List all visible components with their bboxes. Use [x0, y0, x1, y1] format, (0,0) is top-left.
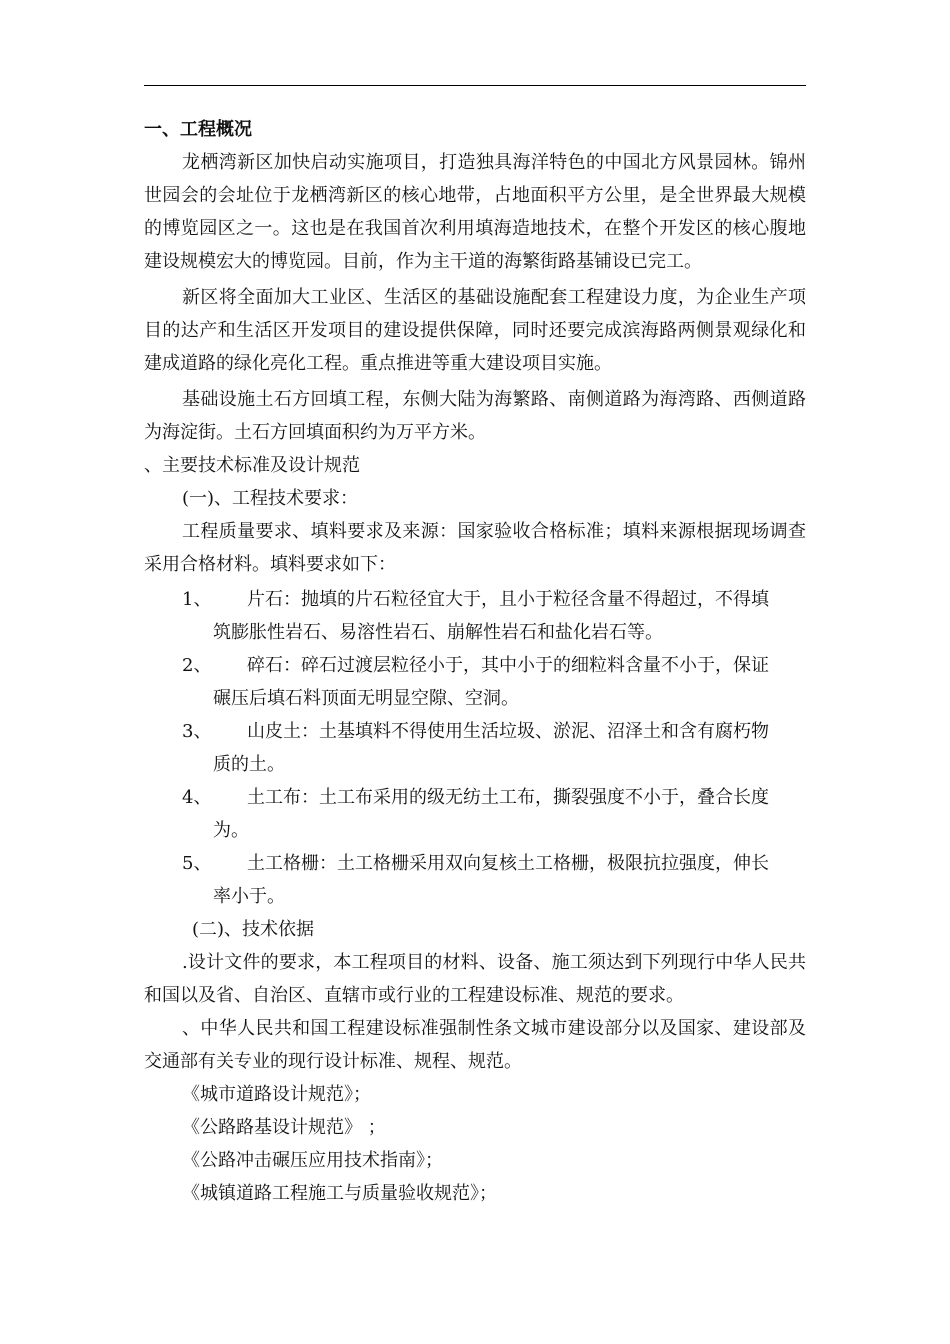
- header-rule: [144, 85, 806, 86]
- list-item-text-continued: 碾压后填石料顶面无明显空隙、空洞。: [213, 688, 519, 709]
- list-item-text: 片石：抛填的片石粒径宜大于，且小于粒径含量不得超过，不得填: [247, 589, 769, 610]
- list-item-number: 3、: [182, 721, 212, 742]
- list-item-text: 山皮土：土基填料不得使用生活垃圾、淤泥、沼泽土和含有腐朽物: [247, 721, 769, 742]
- list-item: [144, 847, 806, 913]
- list-item: [144, 649, 806, 715]
- list-item-number: 1、: [182, 589, 212, 610]
- section-heading-overview: 一、工程概况: [144, 119, 252, 140]
- list-item-number: 2、: [182, 655, 212, 676]
- paragraph-basis-1: .设计文件的要求，本工程项目的材料、设备、施工须达到下列现行中华人民共和国以及省、自治区、直辖市或行业的工程建设标准、规范的要求。: [144, 952, 806, 1006]
- list-item-text-continued: 质的土。: [213, 754, 285, 775]
- list-item-text: 土工布：土工布采用的级无纺土工布，撕裂强度不小于，叠合长度: [247, 787, 769, 808]
- list-item: [144, 583, 806, 649]
- list-item-text: 碎石：碎石过渡层粒径小于，其中小于的细粒料含量不小于，保证: [247, 655, 769, 676]
- document-body: [144, 114, 806, 1210]
- standard-item: 《城市道路设计规范》；: [182, 1084, 371, 1105]
- list-item-text-continued: 筑膨胀性岩石、易溶性岩石、崩解性岩石和盐化岩石等。: [213, 622, 663, 643]
- list-item-text: 土工格栅：土工格栅采用双向复核土工格栅，极限抗拉强度，伸长: [247, 853, 769, 874]
- list-item-text-continued: 率小于。: [213, 886, 285, 907]
- fill-requirements-list: [144, 583, 806, 913]
- standard-item: 《公路冲击碾压应用技术指南》；: [182, 1150, 443, 1171]
- standards-list: [144, 1078, 806, 1210]
- paragraph-basis-2: 、中华人民共和国工程建设标准强制性条文城市建设部分以及国家、建设部及交通部有关专业的现行设计标准、规程、规范。: [144, 1018, 806, 1072]
- paragraph-overview-1: 龙栖湾新区加快启动实施项目，打造独具海洋特色的中国北方风景园林。锦州世园会的会址位于龙栖湾新区的核心地带，占地面积平方公里，是全世界最大规模的博览园区之一。这也是在我国首次利用填海造地技术，在整个开发区的核心腹地建设规模宏大的博览园。目前，作为主干道的海繁街路基铺设已完工。: [144, 152, 806, 272]
- paragraph-overview-2: 新区将全面加大工业区、生活区的基础设施配套工程建设力度，为企业生产项目的达产和生活区开发项目的建设提供保障，同时还要完成滨海路两侧景观绿化和建成道路的绿化亮化工程。重点推进等重大建设项目实施。: [144, 287, 806, 374]
- paragraph-overview-3: 基础设施土石方回填工程，东侧大陆为海繁路、南侧道路为海湾路、西侧道路为海淀街。土石方回填面积约为万平方米。: [144, 389, 806, 443]
- section-heading-standards: 、主要技术标准及设计规范: [144, 455, 360, 476]
- list-item-number: 5、: [182, 853, 212, 874]
- list-item: [144, 781, 806, 847]
- paragraph-fill-intro: 工程质量要求、填料要求及来源：国家验收合格标准；填料来源根据现场调查采用合格材料。填料要求如下：: [144, 521, 806, 575]
- list-item-number: 4、: [182, 787, 212, 808]
- subheading-tech-requirements: (一)、工程技术要求：: [182, 488, 359, 509]
- subheading-tech-basis: (二)、技术依据: [192, 919, 315, 940]
- list-item-text-continued: 为。: [213, 820, 249, 841]
- standard-item: 《城镇道路工程施工与质量验收规范》；: [182, 1183, 497, 1204]
- list-item: [144, 715, 806, 781]
- standard-item: 《公路路基设计规范》 ；: [182, 1117, 386, 1138]
